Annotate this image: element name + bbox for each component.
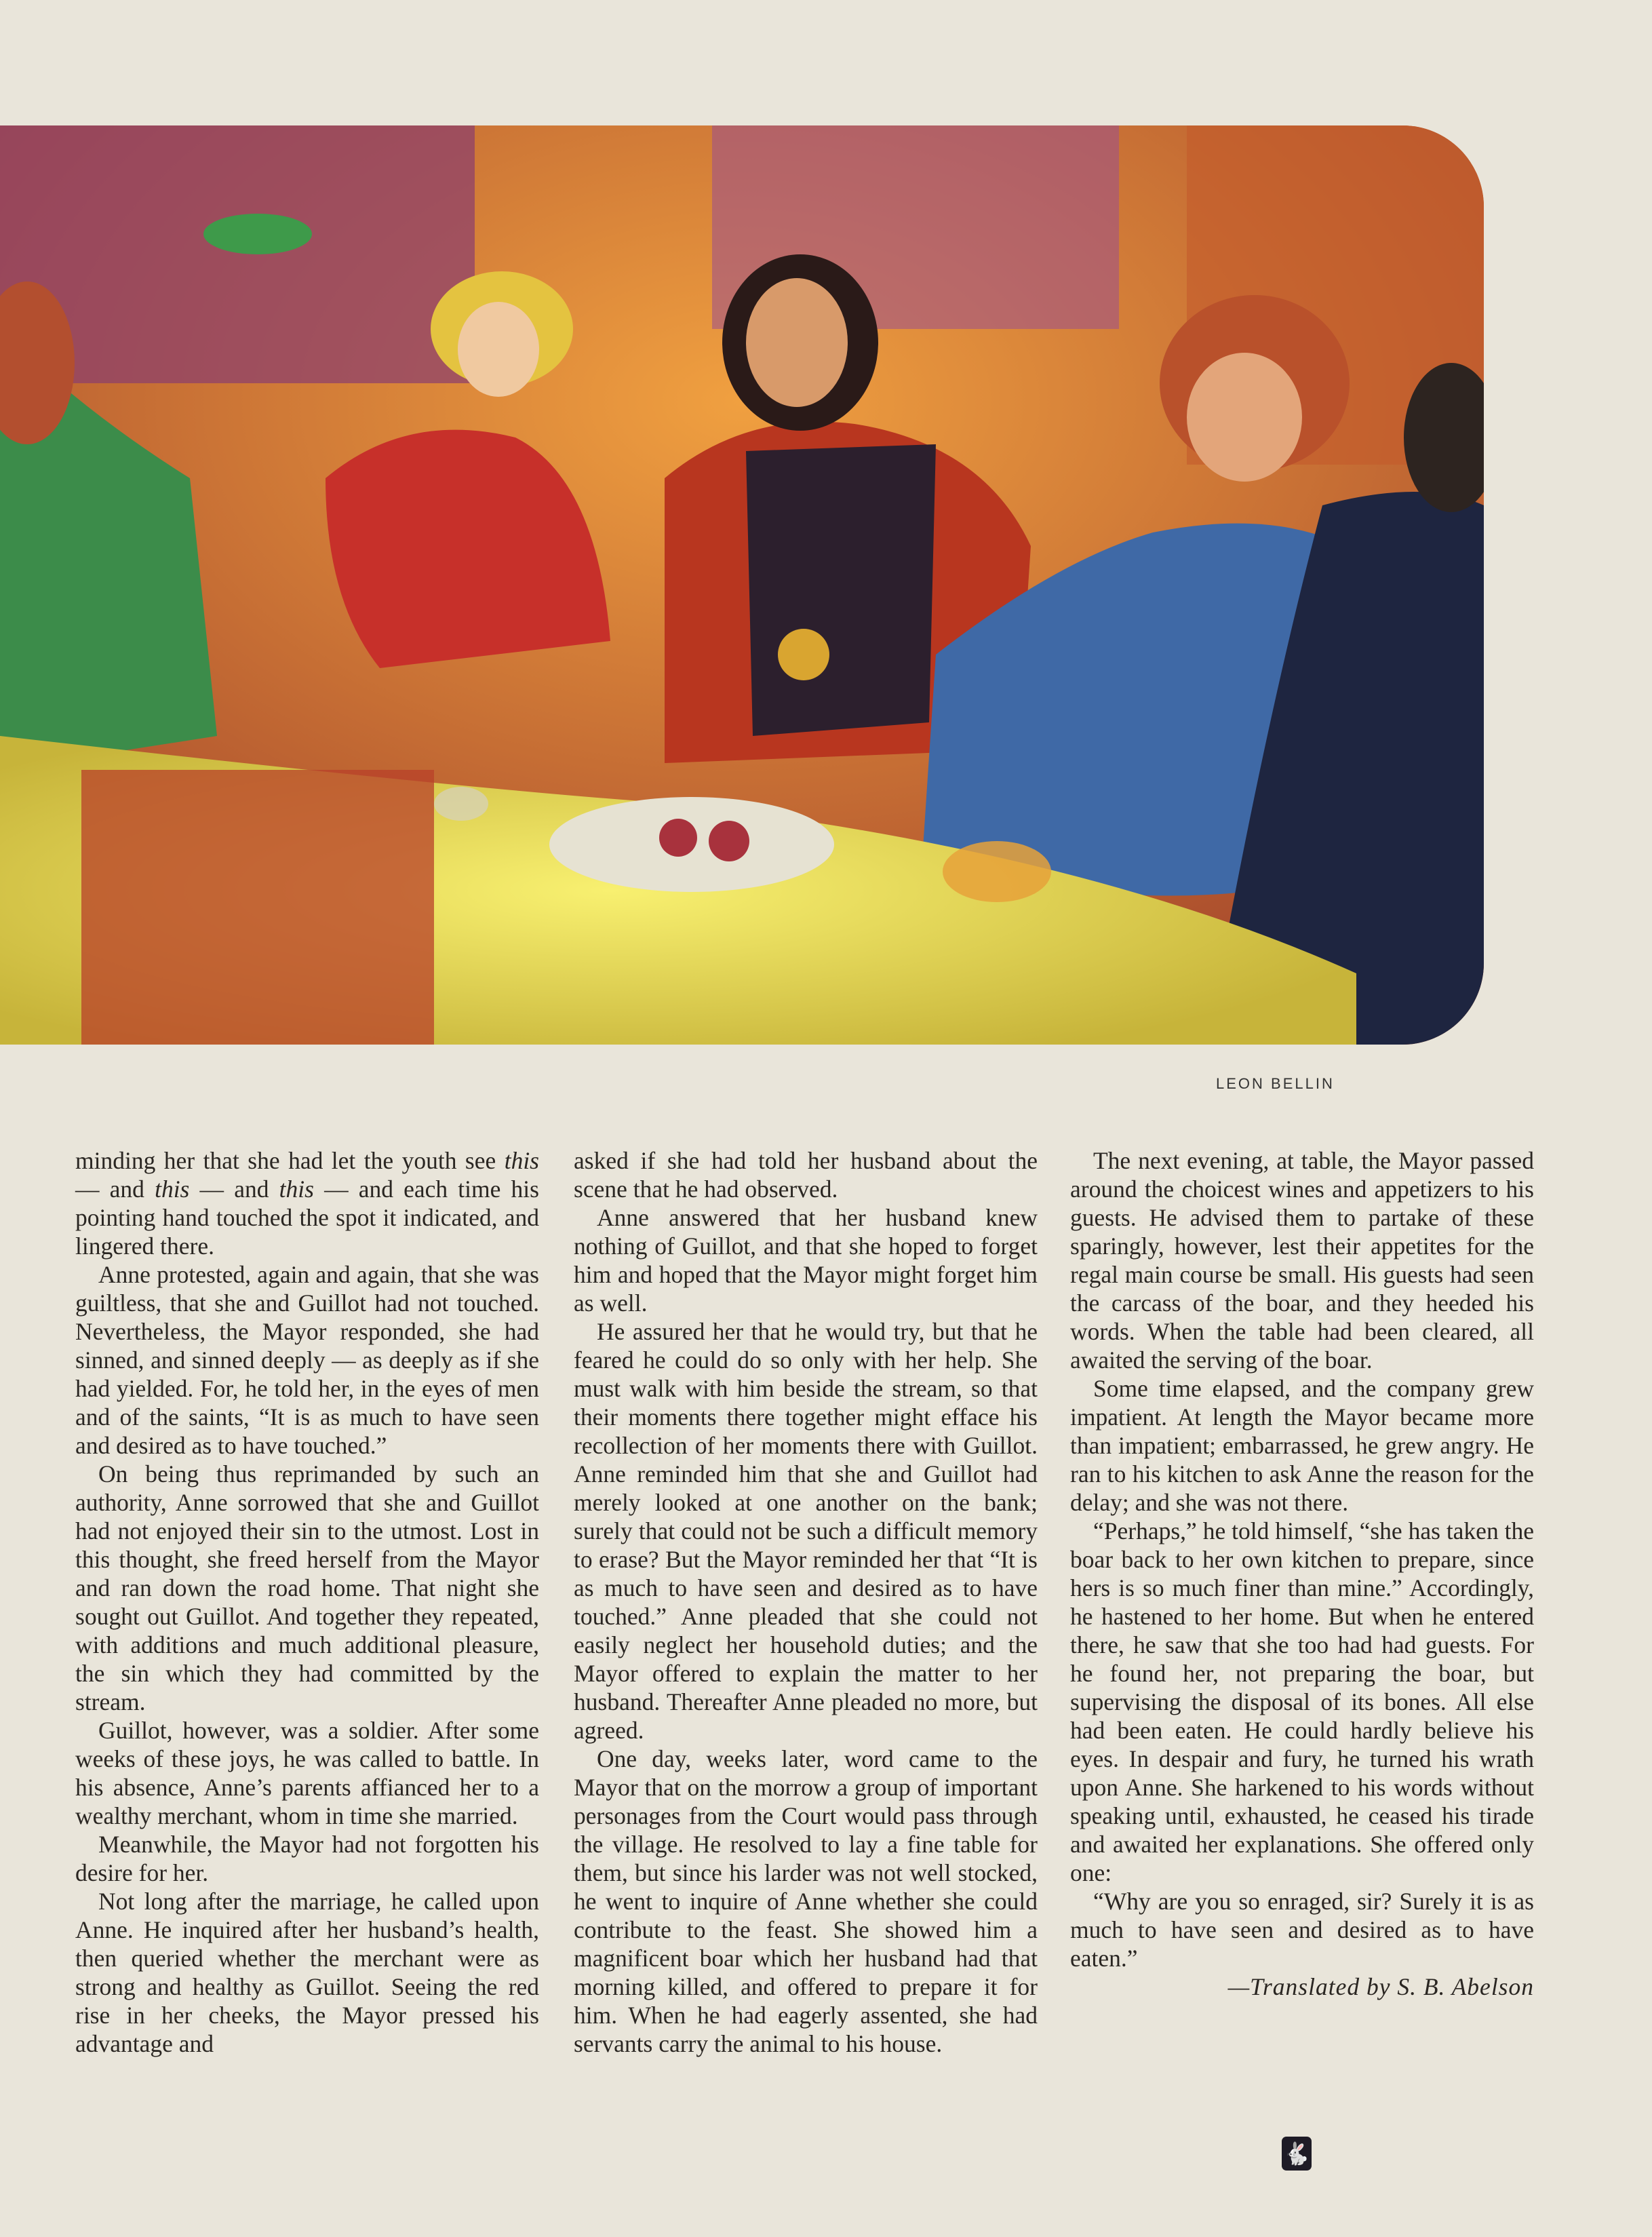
painting: [0, 125, 1484, 1045]
rabbit-head-logo-icon: 🐇: [1282, 2137, 1312, 2171]
paragraph: Not long after the marriage, he called upon Anne. He inquired after her husband’s health, then queried whether the merchant were as strong and healthy as Guillot. Seeing the red rise in her cheeks, the Mayor pressed his advantage and: [75, 1888, 539, 2057]
paragraph: minding her that she had let the youth see this — and this — and this — and each time his pointing hand touched the spot it indicated, and lingered there.: [75, 1147, 539, 1260]
paragraph: Anne answered that her husband knew nothing of Guillot, and that she hoped to forget him and hoped that the Mayor might forget him as well.: [574, 1204, 1038, 1317]
text-column-2: [574, 1146, 1038, 2058]
paragraph: Meanwhile, the Mayor had not forgotten his desire for her.: [75, 1831, 539, 1886]
paragraph: One day, weeks later, word came to the Mayor that on the morrow a group of important personages from the Court would pass through the village. He resolved to lay a fine table for them, but since his larder was not well stocked, he went to inquire of Anne whether she could contribute to the feast. She showed him a magnificent boar which her husband had that morning killed, and offered to prepare it for him. When he had eagerly assented, she had servants carry the animal to his house.: [574, 1745, 1038, 2057]
paragraph: He assured her that he would try, but that he feared he could do so only with her help. She must walk with him beside the stream, so that their moments there together might efface his recollection of her moments there with Guillot. Anne reminded him that she and Guillot had merely looked at one another on the bank; surely that could not be such a difficult memory to erase? But the Mayor reminded her that “It is as much to have seen and desired as to have touched.” Anne pleaded that she could not easily neglect her household duties; and the Mayor offered to explain the matter to her husband. Thereafter Anne pleaded no more, but agreed.: [574, 1318, 1038, 1744]
text-column-3: [1070, 1146, 1534, 2001]
wine-glass: [943, 841, 1051, 902]
text-column-1: [75, 1146, 539, 2058]
paragraph: “Perhaps,” he told himself, “she has taken the boar back to her own kitchen to prepare, since hers is so much finer than mine.” Accordingly, he hastened to her home. But when he entered there, he saw that she too had had guests. For he found her, not preparing the boar, but supervising the disposal of its bones. All else had been eaten. He could hardly believe his eyes. In despair and fury, he turned his wrath upon Anne. She harkened to his words without speaking until, exhausted, he ceased his tirade and awaited her explanations. She offered only one:: [1070, 1517, 1534, 1886]
paragraph: The next evening, at table, the Mayor passed around the choicest wines and appetizers to his guests. He advised them to partake of these sparingly, however, lest their appetites for the regal main course be small. His guests had seen the carcass of the boar, and they heeded his words. When the table had been cleared, all awaited the serving of the boar.: [1070, 1147, 1534, 1374]
paragraph: Anne protested, again and again, that she was guiltless, that she and Guillot had not touched. Nevertheless, the Mayor responded, she had sinned, and sinned deeply — as deeply as if she had yielded. For, he told her, in the eyes of men and of the saints, “It is as much to have seen and desired as to have touched.”: [75, 1261, 539, 1459]
mayor-face: [746, 278, 848, 407]
translator-credit: —Translated by S. B. Abelson: [1227, 1973, 1534, 2000]
paragraph: Some time elapsed, and the company grew impatient. At length the Mayor became more than impatient; embarrassed, he grew angry. He ran to his kitchen to ask Anne the reason for the delay; and she was not there.: [1070, 1375, 1534, 1516]
paragraph: “Why are you so enraged, sir? Surely it is as much to have seen and desired as to have eaten.”: [1070, 1888, 1534, 1972]
paragraph: On being thus reprimanded by such an authority, Anne sorrowed that she and Guillot had not enjoyed their sin to the utmost. Lost in this thought, she freed herself from the Mayor and ran down the road home. That night she sought out Guillot. And together they repeated, with additions and much additional pleasure, the sin which they had committed by the stream.: [75, 1460, 539, 1715]
dinner-scene-illustration: [0, 125, 1484, 1045]
illustration-credit: LEON BELLIN: [1216, 1075, 1335, 1092]
green-dish: [203, 214, 312, 254]
paragraph: Guillot, however, was a soldier. After some weeks of these joys, he was called to battle. In his absence, Anne’s parents affianced her to a wealthy merchant, whom in time she married.: [75, 1717, 539, 1829]
paragraph: asked if she had told her husband about the scene that he had observed.: [574, 1147, 1038, 1203]
gold-medallion: [778, 629, 829, 680]
